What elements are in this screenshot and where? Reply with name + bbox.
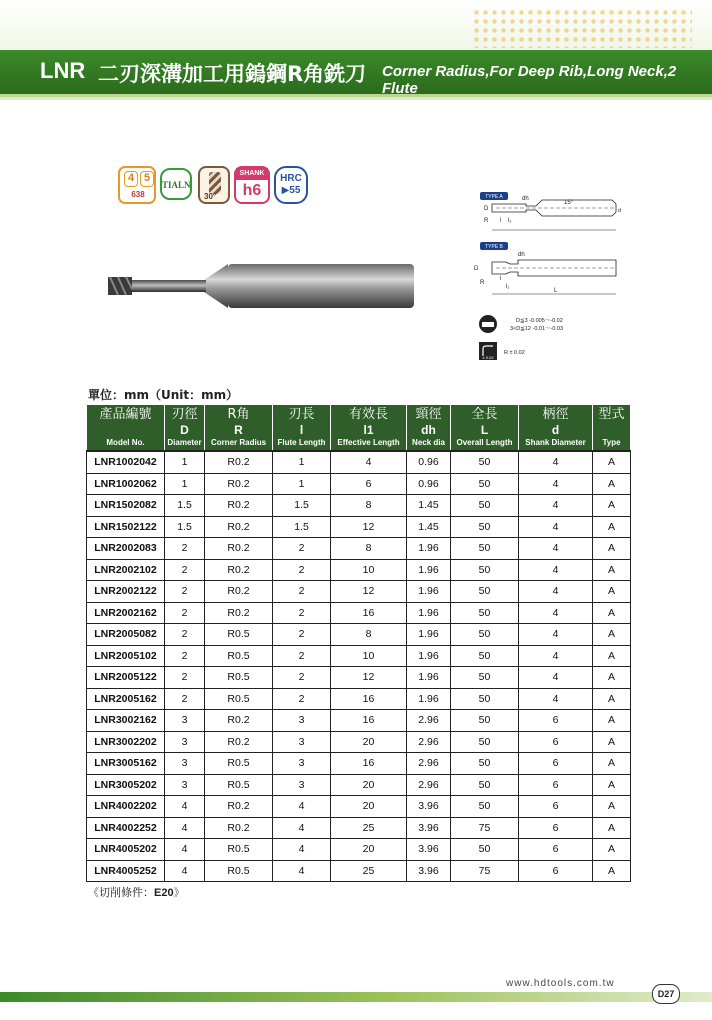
table-cell: 50 [451, 451, 519, 473]
table-cell: 4 [519, 516, 593, 538]
column-header-sym [87, 423, 164, 437]
table-cell: R0.5 [205, 645, 273, 667]
table-cell: 1.96 [407, 688, 451, 710]
table-row [87, 538, 631, 560]
column-header-zh: 刃徑 [171, 407, 198, 422]
cutting-condition-prefix: 《切削條件： [88, 886, 154, 899]
table-cell: 4 [519, 538, 593, 560]
type-b-label: TYPE B [485, 244, 503, 250]
table-cell: 16 [331, 753, 407, 775]
table-cell: 50 [451, 473, 519, 495]
table-cell: 3.96 [407, 817, 451, 839]
title-chinese: 二刃深溝加工用鎢鋼R角銑刀 [98, 62, 367, 86]
table-cell: R0.2 [205, 710, 273, 732]
table-cell: 3 [273, 731, 331, 753]
table-cell: 2 [273, 667, 331, 689]
table-cell: 3.96 [407, 796, 451, 818]
table-cell: 16 [331, 710, 407, 732]
column-header-en: Effective Length [337, 438, 400, 447]
shank-tolerance-value: h6 [242, 182, 262, 199]
table-cell: 1.96 [407, 645, 451, 667]
model-number-cell: LNR2005082 [87, 624, 165, 646]
table-cell: 2 [273, 645, 331, 667]
table-cell: 8 [331, 495, 407, 517]
model-number-cell: LNR2002162 [87, 602, 165, 624]
table-cell: 4 [519, 688, 593, 710]
table-cell: 8 [331, 624, 407, 646]
table-cell: 3 [165, 753, 205, 775]
table-cell: 3 [273, 753, 331, 775]
table-cell: 8 [331, 538, 407, 560]
model-number-cell: LNR1002062 [87, 473, 165, 495]
table-cell: 2 [273, 581, 331, 603]
table-row [87, 667, 631, 689]
column-header-en: Model No. [106, 438, 145, 447]
table-cell: 50 [451, 688, 519, 710]
table-cell: A [593, 645, 631, 667]
table-cell: 1.5 [165, 516, 205, 538]
table-cell: 20 [331, 774, 407, 796]
table-cell: 20 [331, 731, 407, 753]
title-english: Corner Radius,For Deep Rib,Long Neck,2 Flute [382, 63, 677, 97]
column-header-sym: D [180, 423, 189, 437]
column-header-en: Flute Length [277, 438, 326, 447]
table-cell: R0.2 [205, 817, 273, 839]
model-number-cell: LNR4002252 [87, 817, 165, 839]
column-header-zh: 頸徑 [415, 407, 442, 422]
table-cell: 3 [165, 710, 205, 732]
model-number-cell: LNR4005252 [87, 860, 165, 882]
column-header-zh: 產品編號 [99, 407, 152, 422]
table-cell: R0.2 [205, 473, 273, 495]
table-cell: 50 [451, 731, 519, 753]
table-cell: 50 [451, 839, 519, 861]
table-cell: A [593, 667, 631, 689]
table-cell: 2 [165, 645, 205, 667]
table-row [87, 817, 631, 839]
table-cell: R0.2 [205, 796, 273, 818]
column-header [205, 405, 273, 452]
table-cell: 6 [519, 710, 593, 732]
drill-icon [209, 172, 221, 194]
table-cell: 50 [451, 559, 519, 581]
column-header [331, 405, 407, 452]
table-cell: 1.5 [273, 516, 331, 538]
table-body [87, 451, 631, 882]
spec-table [86, 404, 631, 882]
table-cell: 2 [273, 602, 331, 624]
table-cell: 3.96 [407, 839, 451, 861]
table-cell: 4 [273, 839, 331, 861]
type-a-dh-label: dh [522, 196, 529, 202]
column-header-en: Corner Radius [210, 438, 267, 447]
table-cell: 50 [451, 602, 519, 624]
table-row [87, 774, 631, 796]
type-a-angle-label: 15° [564, 200, 574, 206]
table-cell: 50 [451, 667, 519, 689]
table-cell: 4 [519, 451, 593, 473]
table-header-row [87, 405, 631, 452]
table-row [87, 796, 631, 818]
table-cell: 1 [273, 473, 331, 495]
dimension-diagram [466, 186, 626, 362]
type-a-d-label: D [484, 206, 489, 212]
table-cell: R0.2 [205, 451, 273, 473]
table-cell: R0.2 [205, 581, 273, 603]
table-cell: 4 [273, 796, 331, 818]
table-cell: 1.45 [407, 495, 451, 517]
table-cell: A [593, 839, 631, 861]
column-header-sym [593, 423, 630, 437]
flute-badge-value-a: 4 [124, 171, 138, 187]
model-number-cell: LNR3005162 [87, 753, 165, 775]
table-row [87, 731, 631, 753]
type-a-label: TYPE A [485, 194, 503, 200]
table-cell: R0.2 [205, 602, 273, 624]
table-cell: 3 [165, 731, 205, 753]
table-cell: 1.96 [407, 667, 451, 689]
product-code: LNR [40, 58, 86, 83]
type-b-overall-length-label: L [554, 288, 558, 294]
table-cell: R0.2 [205, 538, 273, 560]
table-cell: 1.96 [407, 559, 451, 581]
table-cell: 2.96 [407, 710, 451, 732]
table-cell: A [593, 559, 631, 581]
table-cell: A [593, 602, 631, 624]
flute-badge-sub: 638 [131, 190, 145, 199]
table-cell: R0.5 [205, 860, 273, 882]
table-cell: 1.96 [407, 581, 451, 603]
cutting-condition-code: E20 [154, 887, 174, 899]
table-row [87, 581, 631, 603]
column-header [593, 405, 631, 452]
table-row [87, 495, 631, 517]
end-mill-photo [108, 262, 420, 310]
table-cell: 2 [165, 559, 205, 581]
column-header [519, 405, 593, 452]
column-header [451, 405, 519, 452]
column-header-zh: 型式 [598, 407, 625, 422]
column-header-en: Overall Length [456, 438, 513, 447]
table-cell: 12 [331, 667, 407, 689]
table-cell: 1.45 [407, 516, 451, 538]
table-cell: 50 [451, 495, 519, 517]
table-cell: A [593, 753, 631, 775]
table-cell: 4 [519, 473, 593, 495]
hrc-badge [274, 166, 308, 204]
helix-angle-value: 30° [204, 192, 217, 201]
column-header [273, 405, 331, 452]
table-cell: A [593, 817, 631, 839]
model-number-cell: LNR2005102 [87, 645, 165, 667]
table-cell: R0.5 [205, 753, 273, 775]
table-cell: 4 [165, 839, 205, 861]
table-cell: 4 [165, 796, 205, 818]
table-cell: 75 [451, 817, 519, 839]
table-cell: 1.5 [273, 495, 331, 517]
model-number-cell: LNR4002202 [87, 796, 165, 818]
flute-count-badge [118, 166, 156, 204]
table-cell: 3 [273, 774, 331, 796]
model-number-cell: LNR2005122 [87, 667, 165, 689]
table-cell: 4 [165, 817, 205, 839]
table-cell: 50 [451, 753, 519, 775]
table-cell: 6 [519, 774, 593, 796]
table-cell: 4 [519, 495, 593, 517]
table-cell: A [593, 516, 631, 538]
type-b-d-label: D [474, 266, 479, 272]
table-row [87, 559, 631, 581]
table-cell: R0.5 [205, 774, 273, 796]
table-cell: 6 [519, 839, 593, 861]
table-cell: R0.5 [205, 839, 273, 861]
table-row [87, 516, 631, 538]
table-cell: 1.96 [407, 602, 451, 624]
r-tolerance: R ± 0.02 [504, 350, 525, 356]
table-cell: R0.2 [205, 495, 273, 517]
table-cell: 75 [451, 860, 519, 882]
table-cell: 2 [273, 538, 331, 560]
shank-label: SHANK [236, 168, 268, 180]
website-url: www.hdtools.com.tw [506, 978, 615, 989]
table-cell: 1 [165, 473, 205, 495]
table-cell: 2 [165, 688, 205, 710]
table-cell: 10 [331, 559, 407, 581]
table-cell: 4 [165, 860, 205, 882]
table-cell: 50 [451, 796, 519, 818]
column-header-en: Shank Diameter [525, 438, 586, 447]
table-cell: A [593, 624, 631, 646]
table-cell: 6 [519, 817, 593, 839]
model-number-cell: LNR3002202 [87, 731, 165, 753]
table-cell: A [593, 473, 631, 495]
diameter-tolerance-1: D≦3 -0.005〜-0.02 [516, 318, 563, 324]
table-row [87, 753, 631, 775]
table-cell: 4 [273, 860, 331, 882]
column-header-zh: 刃長 [288, 407, 315, 422]
table-cell: 50 [451, 710, 519, 732]
table-cell: A [593, 796, 631, 818]
column-header-sym: l1 [363, 423, 374, 437]
column-header [87, 405, 165, 452]
table-cell: 50 [451, 581, 519, 603]
table-row [87, 688, 631, 710]
table-cell: 6 [519, 753, 593, 775]
table-cell: 20 [331, 839, 407, 861]
table-cell: 4 [519, 581, 593, 603]
table-cell: A [593, 451, 631, 473]
model-number-cell: LNR2002102 [87, 559, 165, 581]
table-cell: 16 [331, 602, 407, 624]
column-header-zh: 有效長 [348, 407, 388, 422]
model-number-cell: LNR1502122 [87, 516, 165, 538]
table-cell: 10 [331, 645, 407, 667]
table-cell: 2.96 [407, 774, 451, 796]
table-cell: 0.96 [407, 451, 451, 473]
column-header-zh: R角 [227, 407, 250, 422]
model-number-cell: LNR2002083 [87, 538, 165, 560]
type-b-dh-label: dh [518, 252, 525, 258]
type-a-shank-label: d [618, 208, 621, 214]
table-cell: 20 [331, 796, 407, 818]
flute-badge-value-b: 5 [140, 171, 154, 187]
table-cell: A [593, 688, 631, 710]
r-tolerance-icon-text: ± 0.02 [482, 355, 494, 360]
table-cell: 3 [273, 710, 331, 732]
table-row [87, 451, 631, 473]
table-cell: 3 [165, 774, 205, 796]
type-a-r-label: R [484, 218, 489, 224]
table-cell: 4 [331, 451, 407, 473]
table-cell: 1.96 [407, 624, 451, 646]
table-row [87, 473, 631, 495]
table-cell: 2.96 [407, 753, 451, 775]
table-cell: 4 [519, 624, 593, 646]
table-cell: 0.96 [407, 473, 451, 495]
table-cell: 6 [519, 860, 593, 882]
unit-label: 單位：mm（Unit：mm） [88, 388, 239, 402]
title-bar [0, 50, 712, 97]
table-cell: 2 [273, 688, 331, 710]
page-number: D27 [652, 984, 680, 1004]
type-b-r-label: R [480, 280, 485, 286]
table-row [87, 624, 631, 646]
table-cell: 50 [451, 538, 519, 560]
table-row [87, 602, 631, 624]
column-header-en: Diameter [167, 438, 202, 447]
table-cell: 4 [519, 559, 593, 581]
table-cell: 6 [519, 731, 593, 753]
table-cell: A [593, 495, 631, 517]
table-cell: A [593, 774, 631, 796]
table-cell: 50 [451, 516, 519, 538]
table-cell: R0.2 [205, 559, 273, 581]
shank-tolerance-badge [234, 166, 270, 204]
table-cell: R0.5 [205, 624, 273, 646]
model-number-cell: LNR1502082 [87, 495, 165, 517]
table-cell: 12 [331, 581, 407, 603]
table-cell: 2 [165, 667, 205, 689]
table-cell: 4 [273, 817, 331, 839]
table-cell: 16 [331, 688, 407, 710]
column-header-sym: R [234, 423, 243, 437]
hrc-value: ▶55 [281, 185, 301, 196]
table-cell: 25 [331, 817, 407, 839]
column-header-sym: dh [421, 423, 436, 437]
table-cell: 12 [331, 516, 407, 538]
table-cell: 4 [519, 645, 593, 667]
table-cell: A [593, 581, 631, 603]
table-cell: A [593, 731, 631, 753]
model-number-cell: LNR2005162 [87, 688, 165, 710]
table-cell: 2 [165, 538, 205, 560]
column-header-zh: 柄徑 [542, 407, 569, 422]
model-number-cell: LNR3005202 [87, 774, 165, 796]
model-number-cell: LNR3002162 [87, 710, 165, 732]
table-cell: 4 [519, 602, 593, 624]
type-b-l1-label: l₁ [506, 284, 510, 290]
table-cell: 1 [165, 451, 205, 473]
helix-angle-badge [198, 166, 230, 204]
table-cell: A [593, 538, 631, 560]
table-cell: 50 [451, 774, 519, 796]
table-row [87, 839, 631, 861]
table-cell: R0.2 [205, 731, 273, 753]
cutting-condition-suffix: 》 [173, 886, 185, 899]
column-header [165, 405, 205, 452]
column-header-sym: L [480, 423, 489, 437]
table-cell: 1.96 [407, 538, 451, 560]
table-cell: A [593, 860, 631, 882]
table-cell: 1.5 [165, 495, 205, 517]
table-cell: 1 [273, 451, 331, 473]
table-cell: 2 [273, 559, 331, 581]
column-header-en: Neck dia [412, 438, 445, 447]
model-number-cell: LNR4005202 [87, 839, 165, 861]
table-cell: 6 [519, 796, 593, 818]
type-b-l-label: l [500, 276, 502, 282]
table-cell: 2 [165, 624, 205, 646]
column-header-sym: d [551, 423, 560, 437]
column-header [407, 405, 451, 452]
diameter-tolerance-2: 3<D≦12 -0.01〜-0.03 [510, 326, 564, 332]
table-cell: A [593, 710, 631, 732]
table-row [87, 860, 631, 882]
cutting-condition [88, 884, 185, 900]
table-cell: 2.96 [407, 731, 451, 753]
table-cell: 4 [519, 667, 593, 689]
table-cell: 2 [165, 581, 205, 603]
table-cell: 2 [273, 624, 331, 646]
table-cell: 6 [331, 473, 407, 495]
decorative-dots [472, 8, 692, 48]
type-a-l-label: l [500, 218, 502, 224]
model-number-cell: LNR2002122 [87, 581, 165, 603]
table-row [87, 710, 631, 732]
table-cell: 25 [331, 860, 407, 882]
table-cell: 2 [165, 602, 205, 624]
table-row [87, 645, 631, 667]
coating-badge: TIALN [160, 168, 192, 200]
table-cell: R0.5 [205, 688, 273, 710]
column-header-en: Type [602, 438, 621, 447]
table-cell: 50 [451, 645, 519, 667]
column-header-sym: l [299, 423, 304, 437]
type-a-l1-label: l₁ [508, 218, 512, 224]
table-cell: R0.2 [205, 516, 273, 538]
table-cell: R0.5 [205, 667, 273, 689]
model-number-cell: LNR1002042 [87, 451, 165, 473]
table-cell: 3.96 [407, 860, 451, 882]
column-header-zh: 全長 [471, 407, 498, 422]
hrc-label: HRC [280, 173, 302, 184]
footer-band [0, 992, 712, 1002]
table-cell: 50 [451, 624, 519, 646]
